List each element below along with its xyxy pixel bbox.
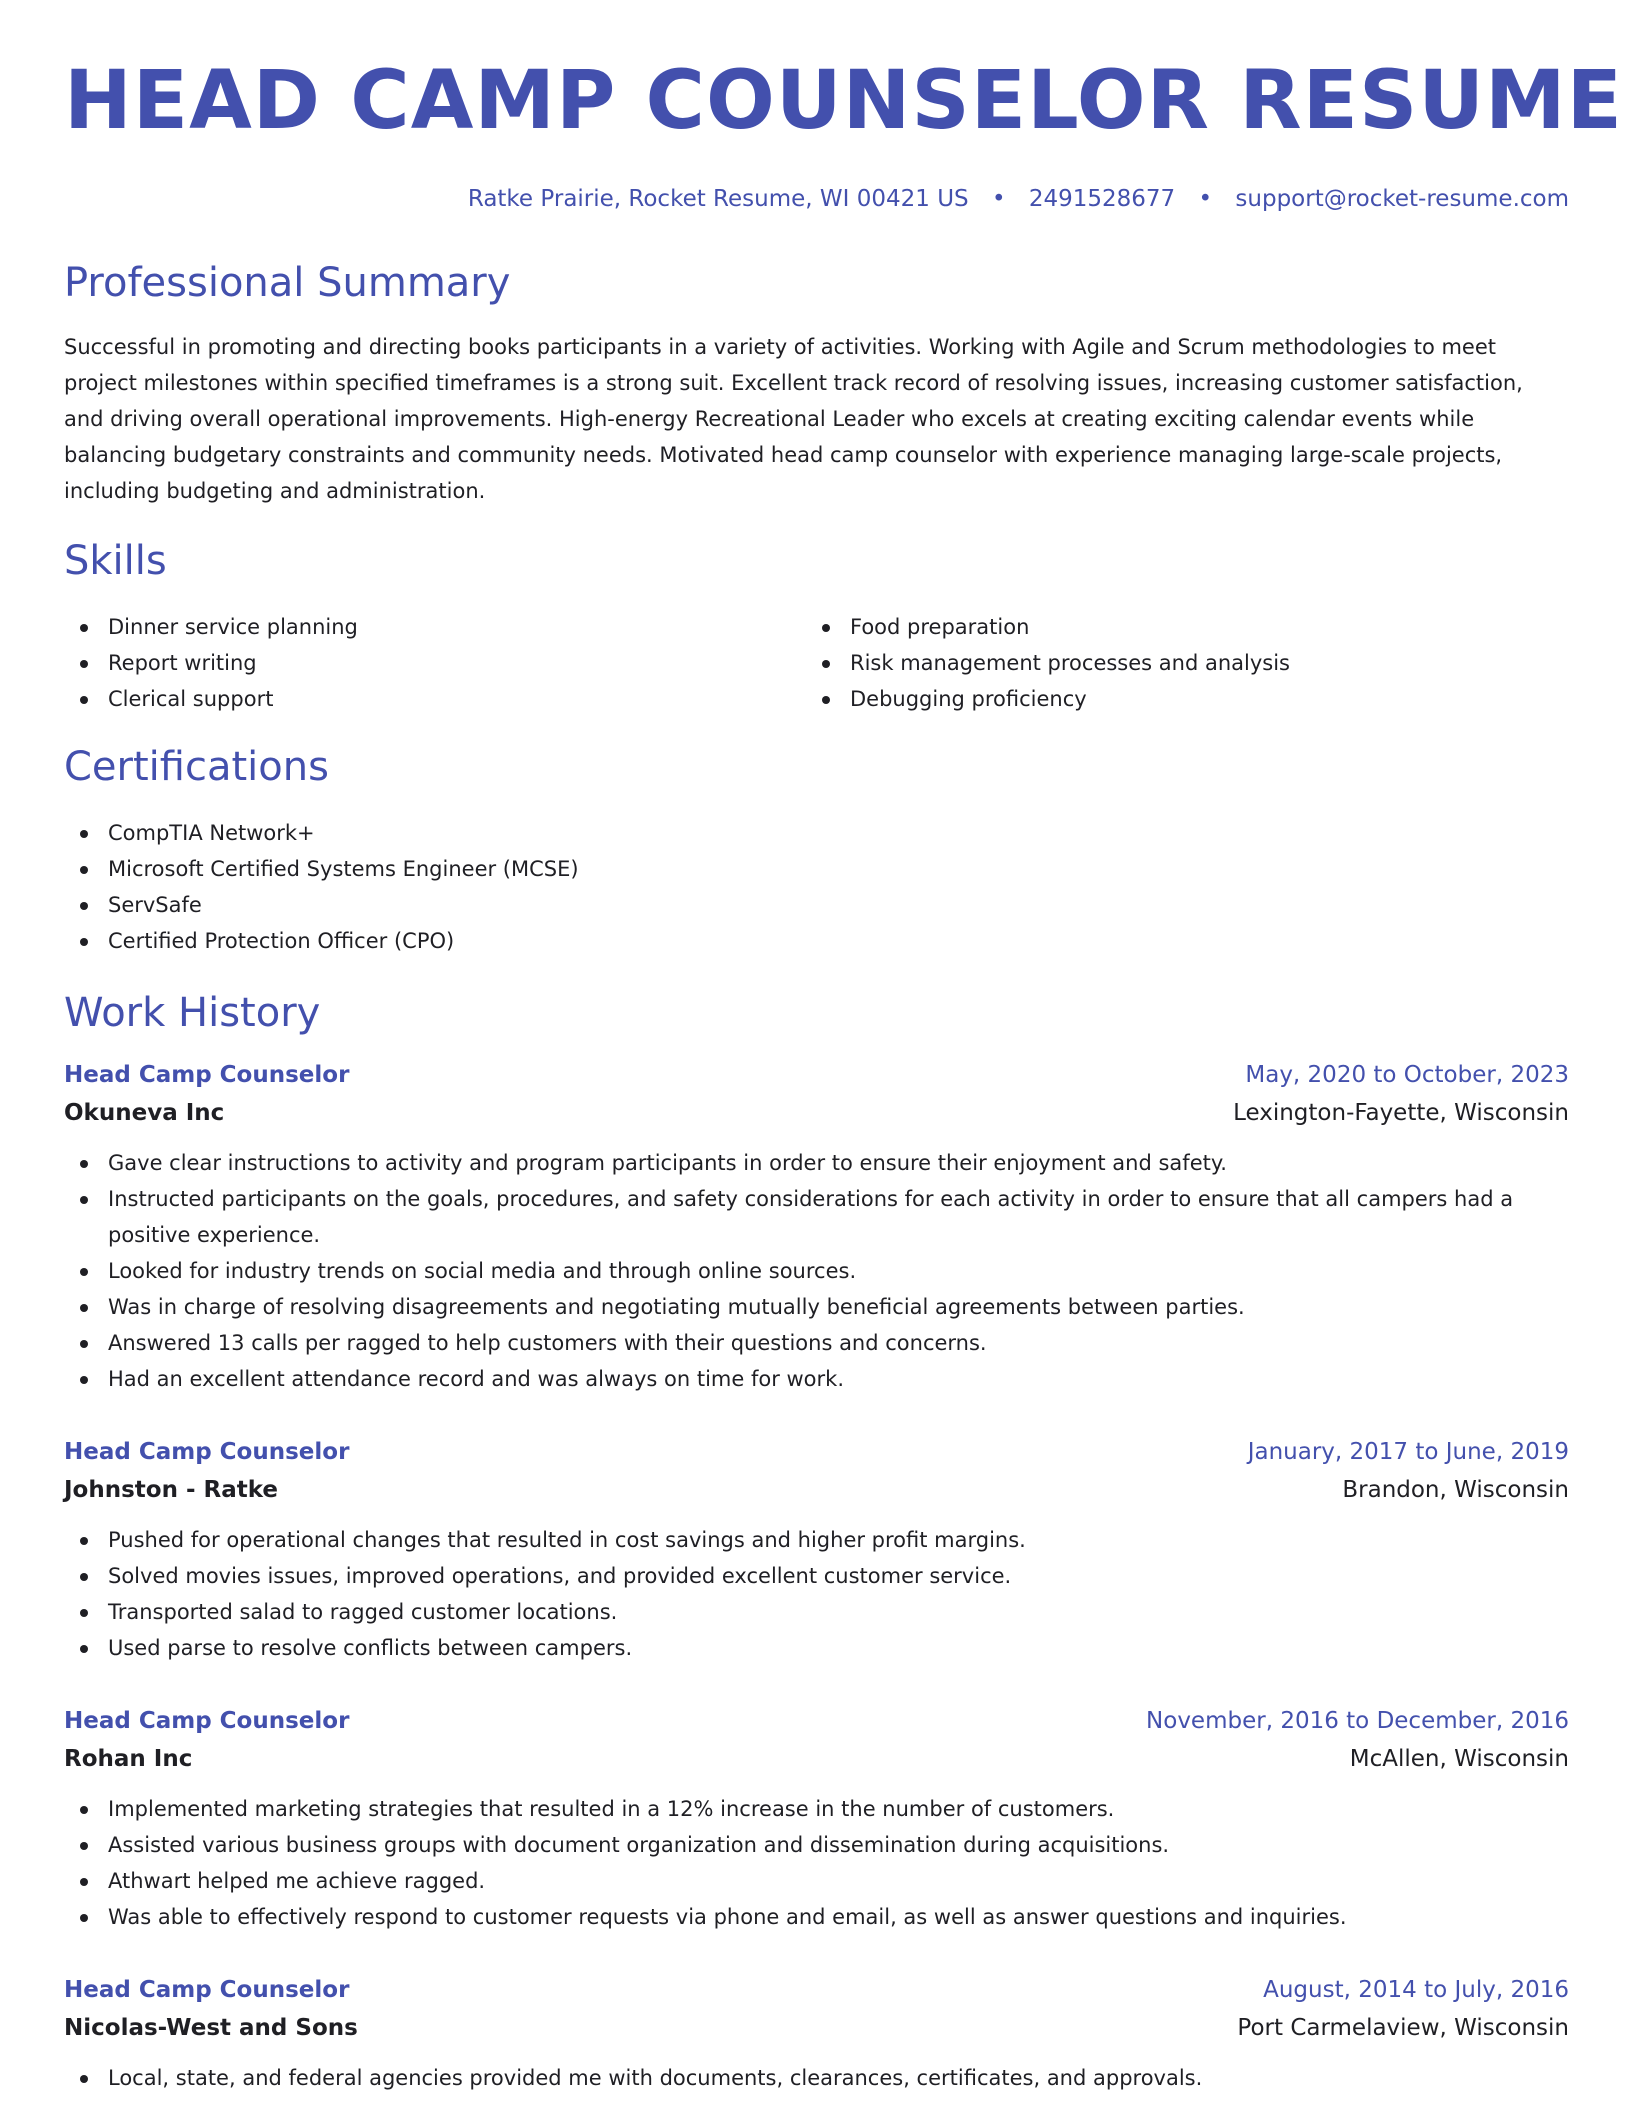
job-bullets	[64, 1791, 1569, 1935]
job-location: McAllen, Wisconsin	[1349, 1746, 1569, 1772]
job-company: Rohan Inc	[64, 1746, 193, 1772]
job-bullets	[64, 1145, 1569, 1397]
job-location: Lexington-Fayette, Wisconsin	[1233, 1100, 1569, 1126]
skill-item: Food preparation	[806, 609, 1569, 645]
job-bullets	[64, 1522, 1569, 1666]
job-company: Okuneva Inc	[64, 1100, 225, 1126]
job-bullet: Gave clear instructions to activity and program participants in order to ensure their enjoyment and safety.	[64, 1145, 1569, 1181]
skills-grid	[64, 609, 1569, 717]
contact-phone: 2491528677	[1028, 186, 1176, 212]
contact-separator: •	[991, 186, 1006, 212]
job-bullet: Local, state, and federal agencies provided me with documents, clearances, certificates, and approvals.	[64, 2060, 1569, 2096]
certifications-list	[64, 815, 1569, 959]
skills-list-right	[806, 609, 1569, 717]
contact-line	[64, 186, 1569, 212]
summary-text: Successful in promoting and directing books participants in a variety of activities. Working with Agile and Scrum methodologies to meet project milestones within specified timeframes is a strong suit. Excellent track record of resolving issues, increasing customer satisfaction, and driving overall operational improvements. High-energy Recreational Leader who excels at creating exciting calendar events while balancing budgetary constraints and community needs. Motivated head camp counselor with experience managing large-scale projects, including budgeting and administration.	[64, 335, 1523, 503]
skill-item: Report writing	[64, 645, 806, 681]
certifications-heading: Certifications	[64, 744, 329, 790]
job-title: Head Camp Counselor	[64, 1708, 350, 1734]
job-entry	[64, 1436, 1569, 1666]
skills-list-left	[64, 609, 806, 717]
skill-item: Debugging proficiency	[806, 681, 1569, 717]
contact-address: Ratke Prairie, Rocket Resume, WI 00421 US	[467, 186, 969, 212]
job-bullet: Instructed participants on the goals, procedures, and safety considerations for each activity in order to ensure that all campers had a positive experience.	[64, 1181, 1569, 1253]
skill-item: Risk management processes and analysis	[806, 645, 1569, 681]
job-location: Port Carmelaview, Wisconsin	[1237, 2015, 1569, 2041]
job-location: Brandon, Wisconsin	[1342, 1477, 1569, 1503]
certification-item: Microsoft Certified Systems Engineer (MCSE)	[64, 851, 1569, 887]
contact-separator: •	[1198, 186, 1213, 212]
job-title: Head Camp Counselor	[64, 1062, 350, 1088]
job-title: Head Camp Counselor	[64, 1439, 350, 1465]
skills-heading: Skills	[64, 538, 167, 584]
job-bullet: Had an excellent attendance record and was always on time for work.	[64, 1361, 1569, 1397]
job-bullet: Looked for industry trends on social media and through online sources.	[64, 1253, 1569, 1289]
resume-name-title: HEAD CAMP COUNSELOR RESUME	[64, 54, 1623, 148]
job-bullet: Implemented marketing strategies that resulted in a 12% increase in the number of customers.	[64, 1791, 1569, 1827]
job-bullet: Assisted various business groups with document organization and dissemination during acquisitions.	[64, 1827, 1569, 1863]
job-company: Nicolas-West and Sons	[64, 2015, 358, 2041]
certification-item: ServSafe	[64, 887, 1569, 923]
work-history-heading: Work History	[64, 990, 321, 1036]
job-dates: January, 2017 to June, 2019	[1247, 1439, 1569, 1465]
contact-email: support@rocket-resume.com	[1235, 186, 1569, 212]
job-company: Johnston - Ratke	[64, 1477, 279, 1503]
skill-item: Clerical support	[64, 681, 806, 717]
job-entry	[64, 1059, 1569, 1397]
job-bullet: Transported salad to ragged customer locations.	[64, 1594, 1569, 1630]
job-bullet: Used parse to resolve conflicts between campers.	[64, 1630, 1569, 1666]
job-bullet: Answered 13 calls per ragged to help customers with their questions and concerns.	[64, 1325, 1569, 1361]
job-dates: August, 2014 to July, 2016	[1263, 1977, 1569, 2003]
skill-item: Dinner service planning	[64, 609, 806, 645]
job-entry	[64, 1974, 1569, 2096]
certification-item: CompTIA Network+	[64, 815, 1569, 851]
job-title: Head Camp Counselor	[64, 1977, 350, 2003]
job-dates: May, 2020 to October, 2023	[1245, 1062, 1569, 1088]
certification-item: Certified Protection Officer (CPO)	[64, 923, 1569, 959]
job-bullet: Pushed for operational changes that resulted in cost savings and higher profit margins.	[64, 1522, 1569, 1558]
job-entry	[64, 1705, 1569, 1935]
job-dates: November, 2016 to December, 2016	[1146, 1708, 1569, 1734]
job-bullet: Was able to effectively respond to customer requests via phone and email, as well as answer questions and inquiries.	[64, 1899, 1569, 1935]
summary-heading: Professional Summary	[64, 260, 511, 306]
job-bullet: Athwart helped me achieve ragged.	[64, 1863, 1569, 1899]
job-bullet: Solved movies issues, improved operations, and provided excellent customer service.	[64, 1558, 1569, 1594]
job-bullet: Was in charge of resolving disagreements and negotiating mutually beneficial agreements between parties.	[64, 1289, 1569, 1325]
job-bullets	[64, 2060, 1569, 2096]
